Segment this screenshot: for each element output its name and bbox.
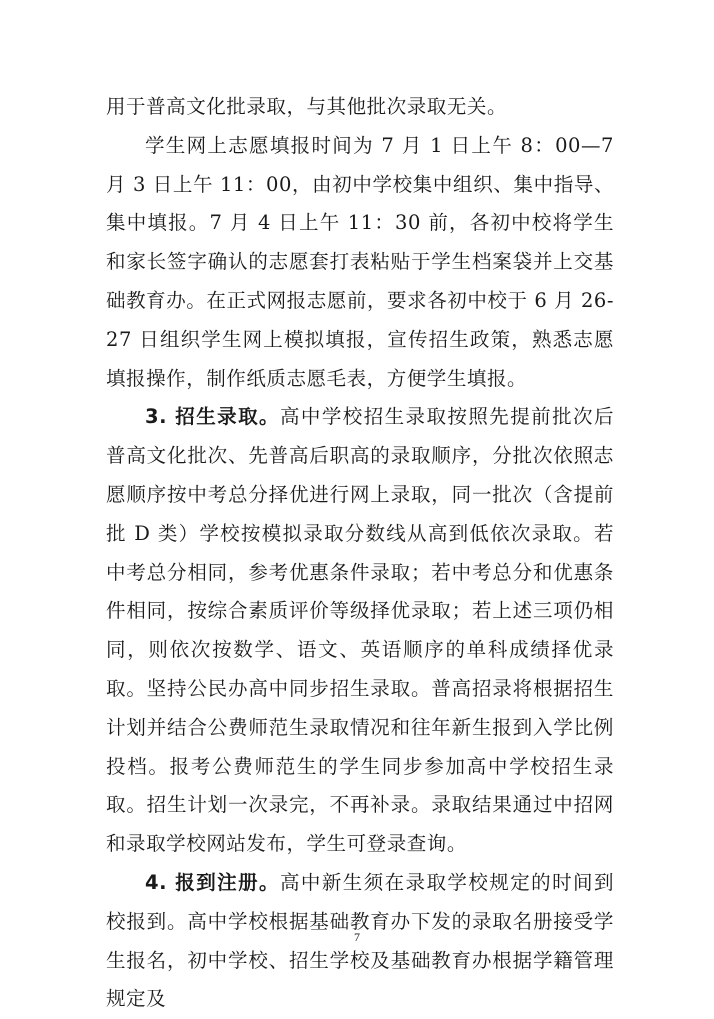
paragraph-text: 高中新生须在录取学校规定的时间到校报到。高中学校根据基础教育办下发的录取名册接受学生报名，初中学校、招生学校及基础教育办根据学籍管理规定及 — [106, 870, 614, 1011]
paragraph-application-time — [106, 127, 614, 399]
page-number: 7 — [354, 930, 360, 944]
paragraph-text: 学生网上志愿填报时间为 7 月 1 日上午 8：00—7 月 3 日上午 11：00，由初中学校集中组织、集中指导、集中填报。7 月 4 日上午 11：30 前，各初中校将学生和家长签字确认的志愿套打表粘贴于学生档案袋并上交基础教育办。在正式网报志愿前，要求各初中校于 6 月 26-27 日组织学生网上模拟填报，宣传招生政策，熟悉志愿填报操作，制作纸质志愿毛表，方便学生填报。 — [106, 133, 614, 390]
paragraph-admission — [106, 398, 614, 864]
paragraph-continuation — [106, 88, 614, 127]
section-heading-admission: 3. 招生录取。 — [145, 405, 280, 429]
paragraph-text: 高中学校招生录取按照先提前批次后普高文化批次、先普高后职高的录取顺序，分批次依照志愿顺序按中考总分择优进行网上录取，同一批次（含提前批 D 类）学校按模拟录取分数线从高到低依次录取。若中考总分相同，参考优惠条件录取；若中考总分和优惠条件相同，按综合素质评价等级择优录取；若上述三项仍相同，则依次按数学、语文、英语顺序的单科成绩择优录取。坚持公民办高中同步招生录取。普高招录将根据招生计划并结合公费师范生录取情况和往年新生报到入学比例投档。报考公费师范生的学生同步参加高中学校招生录取。招生计划一次录完，不再补录。录取结果通过中招网和录取学校网站发布，学生可登录查询。 — [106, 405, 614, 856]
paragraph-text: 用于普高文化批录取，与其他批次录取无关。 — [106, 95, 508, 118]
section-heading-registration: 4. 报到注册。 — [145, 870, 280, 894]
body-text — [106, 88, 614, 1019]
